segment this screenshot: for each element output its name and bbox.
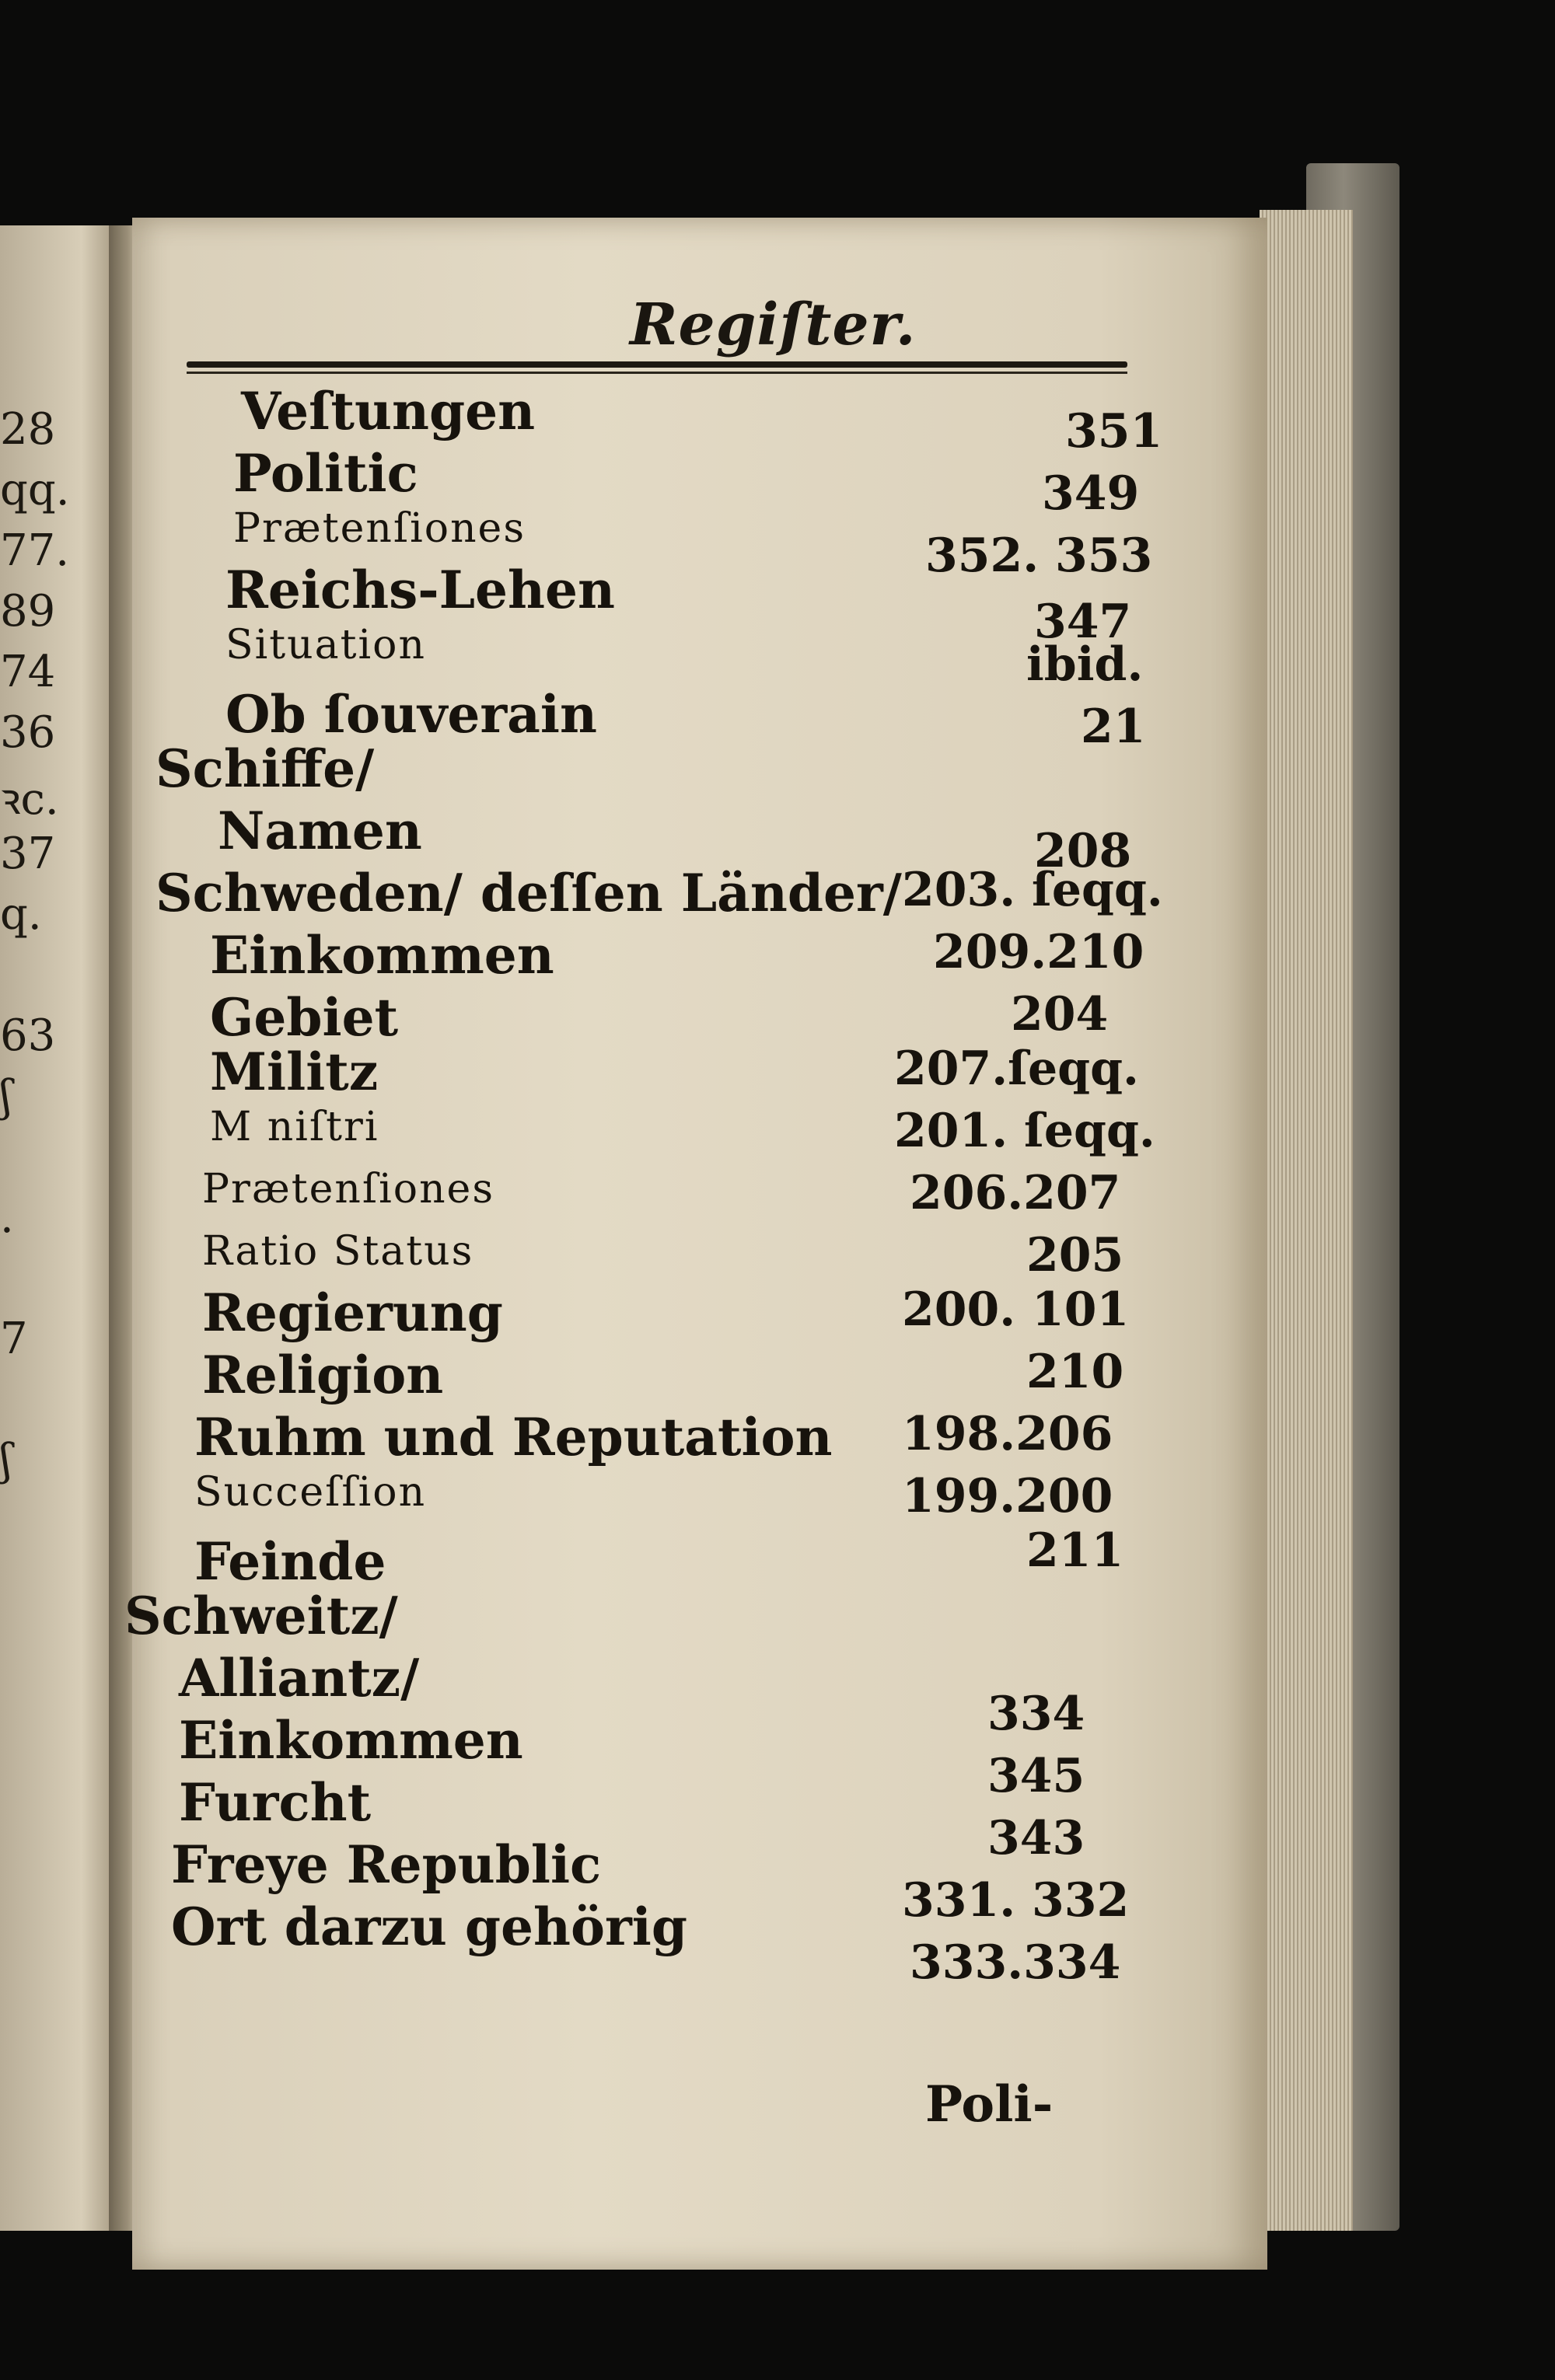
entry-page-number: 204 bbox=[1011, 987, 1109, 1042]
register-entry bbox=[179, 1648, 419, 1708]
entry-label: M niſtri bbox=[210, 1104, 379, 1150]
register-entry bbox=[171, 1897, 687, 1957]
catchword: Poli- bbox=[925, 2075, 1054, 2134]
left-page-number: 74 bbox=[0, 647, 56, 697]
entry-label: Ruhm und Reputation bbox=[194, 1407, 833, 1467]
register-entry bbox=[210, 987, 398, 1048]
register-entry bbox=[124, 1586, 398, 1646]
entry-page-number: 200. 101 bbox=[902, 1282, 1130, 1337]
entry-page-number: 333.334 bbox=[910, 1935, 1121, 1990]
entry-label: Situation bbox=[225, 622, 426, 668]
entry-page-number: 21 bbox=[1081, 700, 1146, 754]
entry-page-number: 205 bbox=[1026, 1228, 1124, 1282]
left-page-numbers bbox=[0, 404, 109, 1495]
left-page-number: 89 bbox=[0, 586, 56, 637]
register-entry bbox=[210, 925, 554, 986]
register-entry bbox=[202, 1282, 503, 1343]
entry-page-number: 352. 353 bbox=[925, 529, 1153, 583]
entry-label: Alliantz/ bbox=[179, 1648, 420, 1708]
entry-page-number: 211 bbox=[1026, 1523, 1124, 1578]
left-page-number: 77. bbox=[0, 525, 70, 576]
register-entry bbox=[179, 1772, 371, 1833]
register-entry bbox=[225, 560, 615, 620]
register-entry bbox=[194, 1531, 386, 1592]
page-edges bbox=[1260, 210, 1353, 2231]
entry-label: Politic bbox=[233, 443, 418, 504]
register-entry bbox=[202, 1345, 443, 1405]
register-entry bbox=[241, 381, 535, 441]
register-entry bbox=[233, 505, 526, 552]
entry-page-number: 208 bbox=[1034, 824, 1132, 878]
entry-label: Militz bbox=[210, 1042, 379, 1102]
entry-page-number: 209.210 bbox=[933, 925, 1144, 979]
entry-label: Furcht bbox=[179, 1772, 372, 1833]
entry-page-number: 331. 332 bbox=[902, 1873, 1130, 1928]
entry-page-number: 198.206 bbox=[902, 1407, 1113, 1461]
left-page-number bbox=[0, 1374, 109, 1435]
entry-page-number: 351 bbox=[1065, 404, 1163, 459]
entry-label: Succeſſion bbox=[194, 1469, 427, 1516]
register-entry bbox=[218, 801, 422, 861]
register-entry bbox=[179, 1710, 523, 1771]
entry-label: Reichs-Lehen bbox=[225, 560, 615, 620]
entry-label: Ratio Status bbox=[202, 1228, 474, 1275]
left-page-number: ʃ bbox=[0, 1071, 12, 1122]
register-entry bbox=[233, 443, 418, 504]
left-page-number: qq. bbox=[0, 465, 70, 515]
register-entry bbox=[210, 1042, 378, 1102]
register-entry bbox=[194, 1469, 426, 1516]
entry-page-number: 343 bbox=[987, 1811, 1085, 1865]
entry-page-number: 210 bbox=[1026, 1345, 1124, 1399]
entry-page-number: 207.ſeqq. bbox=[894, 1042, 1139, 1096]
entry-label: Ort darzu gehörig bbox=[171, 1897, 687, 1957]
register-entry bbox=[202, 1166, 494, 1213]
register-entry bbox=[225, 622, 426, 668]
register-entry bbox=[225, 684, 597, 745]
left-page-number: ꝛc. bbox=[0, 774, 59, 825]
entry-label: Regierung bbox=[202, 1282, 503, 1343]
entry-label: Religion bbox=[202, 1345, 444, 1405]
entry-page-number: 203. ſeqq. bbox=[902, 863, 1163, 917]
register-entry bbox=[210, 1104, 379, 1150]
left-page-number: ʃ bbox=[0, 1435, 12, 1485]
left-page-number: 63 bbox=[0, 1010, 56, 1061]
register-entry bbox=[156, 738, 374, 799]
entry-page-number: 347 bbox=[1034, 595, 1132, 649]
entry-label: Schweden/ deſſen Länder/ bbox=[156, 863, 902, 923]
entry-label: Feinde bbox=[194, 1531, 386, 1592]
header-rule-thin bbox=[187, 372, 1127, 374]
register-entry bbox=[156, 863, 902, 923]
entry-label: Ob ſouverain bbox=[225, 684, 597, 745]
entry-label: Gebiet bbox=[210, 987, 399, 1048]
entry-page-number: 349 bbox=[1042, 466, 1140, 521]
entry-label: Namen bbox=[218, 801, 422, 861]
entry-page-number: 206.207 bbox=[910, 1166, 1121, 1220]
entry-page-number: 345 bbox=[987, 1749, 1085, 1803]
entry-page-number: ibid. bbox=[1026, 637, 1144, 692]
entry-label: Prætenſiones bbox=[202, 1166, 495, 1213]
register-entry bbox=[202, 1228, 473, 1275]
left-page-number: 7 bbox=[0, 1314, 28, 1364]
left-page-number: . bbox=[0, 1192, 14, 1243]
page-title: Regiſter. bbox=[630, 291, 917, 358]
entry-page-number: 199.200 bbox=[902, 1469, 1113, 1523]
left-page-number: 28 bbox=[0, 404, 56, 455]
left-page bbox=[0, 225, 117, 2231]
entry-label: Schiffe/ bbox=[156, 738, 375, 799]
register-entry bbox=[171, 1834, 601, 1895]
entry-label: Veſtungen bbox=[241, 381, 536, 441]
left-page-number: q. bbox=[0, 889, 42, 940]
header-rule bbox=[187, 361, 1127, 368]
entry-page-number: 334 bbox=[987, 1687, 1085, 1741]
entry-label: Einkommen bbox=[179, 1710, 523, 1771]
entry-page-number: 201. ſeqq. bbox=[894, 1104, 1155, 1158]
entry-label: Einkommen bbox=[210, 925, 554, 986]
left-page-number: 36 bbox=[0, 707, 56, 758]
entry-label: Prætenſiones bbox=[233, 505, 526, 552]
left-page-number: 37 bbox=[0, 829, 56, 879]
register-entry bbox=[194, 1407, 833, 1467]
left-page-number bbox=[0, 1253, 109, 1314]
left-page-number bbox=[0, 1132, 109, 1192]
entry-label: Schweitz/ bbox=[124, 1586, 398, 1646]
entry-label: Freye Republic bbox=[171, 1834, 602, 1895]
left-page-number bbox=[0, 950, 109, 1010]
register-page bbox=[124, 218, 1267, 2270]
